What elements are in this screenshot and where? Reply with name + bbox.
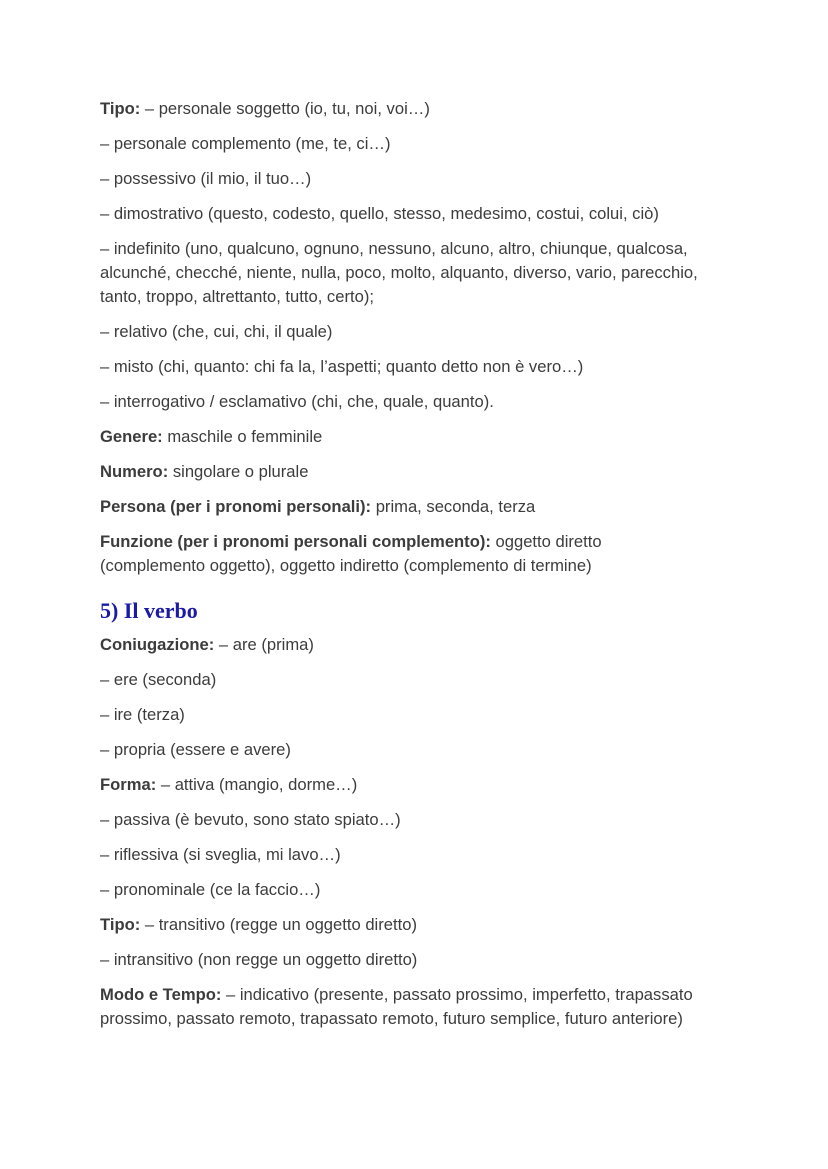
pronome-funzione-label: Funzione (per i pronomi personali complemento): <box>100 532 491 551</box>
pronome-persona-line <box>100 495 740 519</box>
document-page <box>100 97 740 1042</box>
pronome-genere-value: maschile o femminile <box>162 427 323 446</box>
pronome-genere-line <box>100 425 740 449</box>
verbo-coniugazione-item: – propria (essere e avere) <box>100 740 291 759</box>
verbo-forma-line <box>100 773 740 797</box>
pronome-tipo-line <box>100 97 740 121</box>
pronome-persona-label: Persona (per i pronomi personali): <box>100 497 372 516</box>
verbo-coniugazione-line <box>100 633 740 657</box>
verbo-tipo-first: – transitivo (regge un oggetto diretto) <box>140 915 417 934</box>
verbo-forma-item: – passiva (è bevuto, sono stato spiato…) <box>100 810 401 829</box>
pronome-numero-line <box>100 460 740 484</box>
verbo-forma-first: – attiva (mangio, dorme…) <box>156 775 358 794</box>
verbo-coniugazione-label: Coniugazione: <box>100 635 215 654</box>
verbo-tipo-line <box>100 913 740 937</box>
verbo-coniugazione-item: – ire (terza) <box>100 705 185 724</box>
pronome-tipo-item: – possessivo (il mio, il tuo…) <box>100 169 312 188</box>
pronome-tipo-first: – personale soggetto (io, tu, noi, voi…) <box>140 99 430 118</box>
verbo-forma-item: – riflessiva (si sveglia, mi lavo…) <box>100 845 341 864</box>
verbo-modo-value: – indicativo (presente, passato prossimo, imperfetto, trapassato prossimo, passato remoto, trapassato remoto, futuro semplice, futuro anteriore) <box>100 985 693 1028</box>
pronome-tipo-item: – relativo (che, cui, chi, il quale) <box>100 322 333 341</box>
pronome-tipo-label: Tipo: <box>100 99 141 118</box>
verbo-forma-item: – pronominale (ce la faccio…) <box>100 880 321 899</box>
verbo-coniugazione-first: – are (prima) <box>214 635 314 654</box>
verbo-modo-label: Modo e Tempo: <box>100 985 222 1004</box>
pronome-tipo-item: – personale complemento (me, te, ci…) <box>100 134 391 153</box>
pronome-tipo-item: – indefinito (uno, qualcuno, ognuno, nessuno, alcuno, altro, chiunque, qualcosa, alcunché, checché, niente, nulla, poco, molto, alquanto, diverso, vario, parecchio, tanto, troppo, altrettanto, tutto, certo); <box>100 239 698 306</box>
verbo-forma-label: Forma: <box>100 775 157 794</box>
verbo-coniugazione-item: – ere (seconda) <box>100 670 217 689</box>
pronome-numero-value: singolare o plurale <box>168 462 309 481</box>
pronome-tipo-item: – interrogativo / esclamativo (chi, che, quale, quanto). <box>100 392 494 411</box>
pronome-numero-label: Numero: <box>100 462 169 481</box>
pronome-persona-value: prima, seconda, terza <box>371 497 536 516</box>
pronome-genere-label: Genere: <box>100 427 163 446</box>
pronome-tipo-item: – misto (chi, quanto: chi fa la, l’aspetti; quanto detto non è vero…) <box>100 357 584 376</box>
verbo-tipo-label: Tipo: <box>100 915 141 934</box>
pronome-tipo-item: – dimostrativo (questo, codesto, quello, stesso, medesimo, costui, colui, ciò) <box>100 204 659 223</box>
section-heading-verbo: 5) Il verbo <box>100 598 198 623</box>
pronome-funzione-line <box>100 530 660 578</box>
verbo-modo-line <box>100 983 700 1031</box>
pronome-funzione-value: oggetto diretto (complemento oggetto), oggetto indiretto (complemento di termine) <box>100 532 602 575</box>
verbo-tipo-item: – intransitivo (non regge un oggetto diretto) <box>100 950 418 969</box>
